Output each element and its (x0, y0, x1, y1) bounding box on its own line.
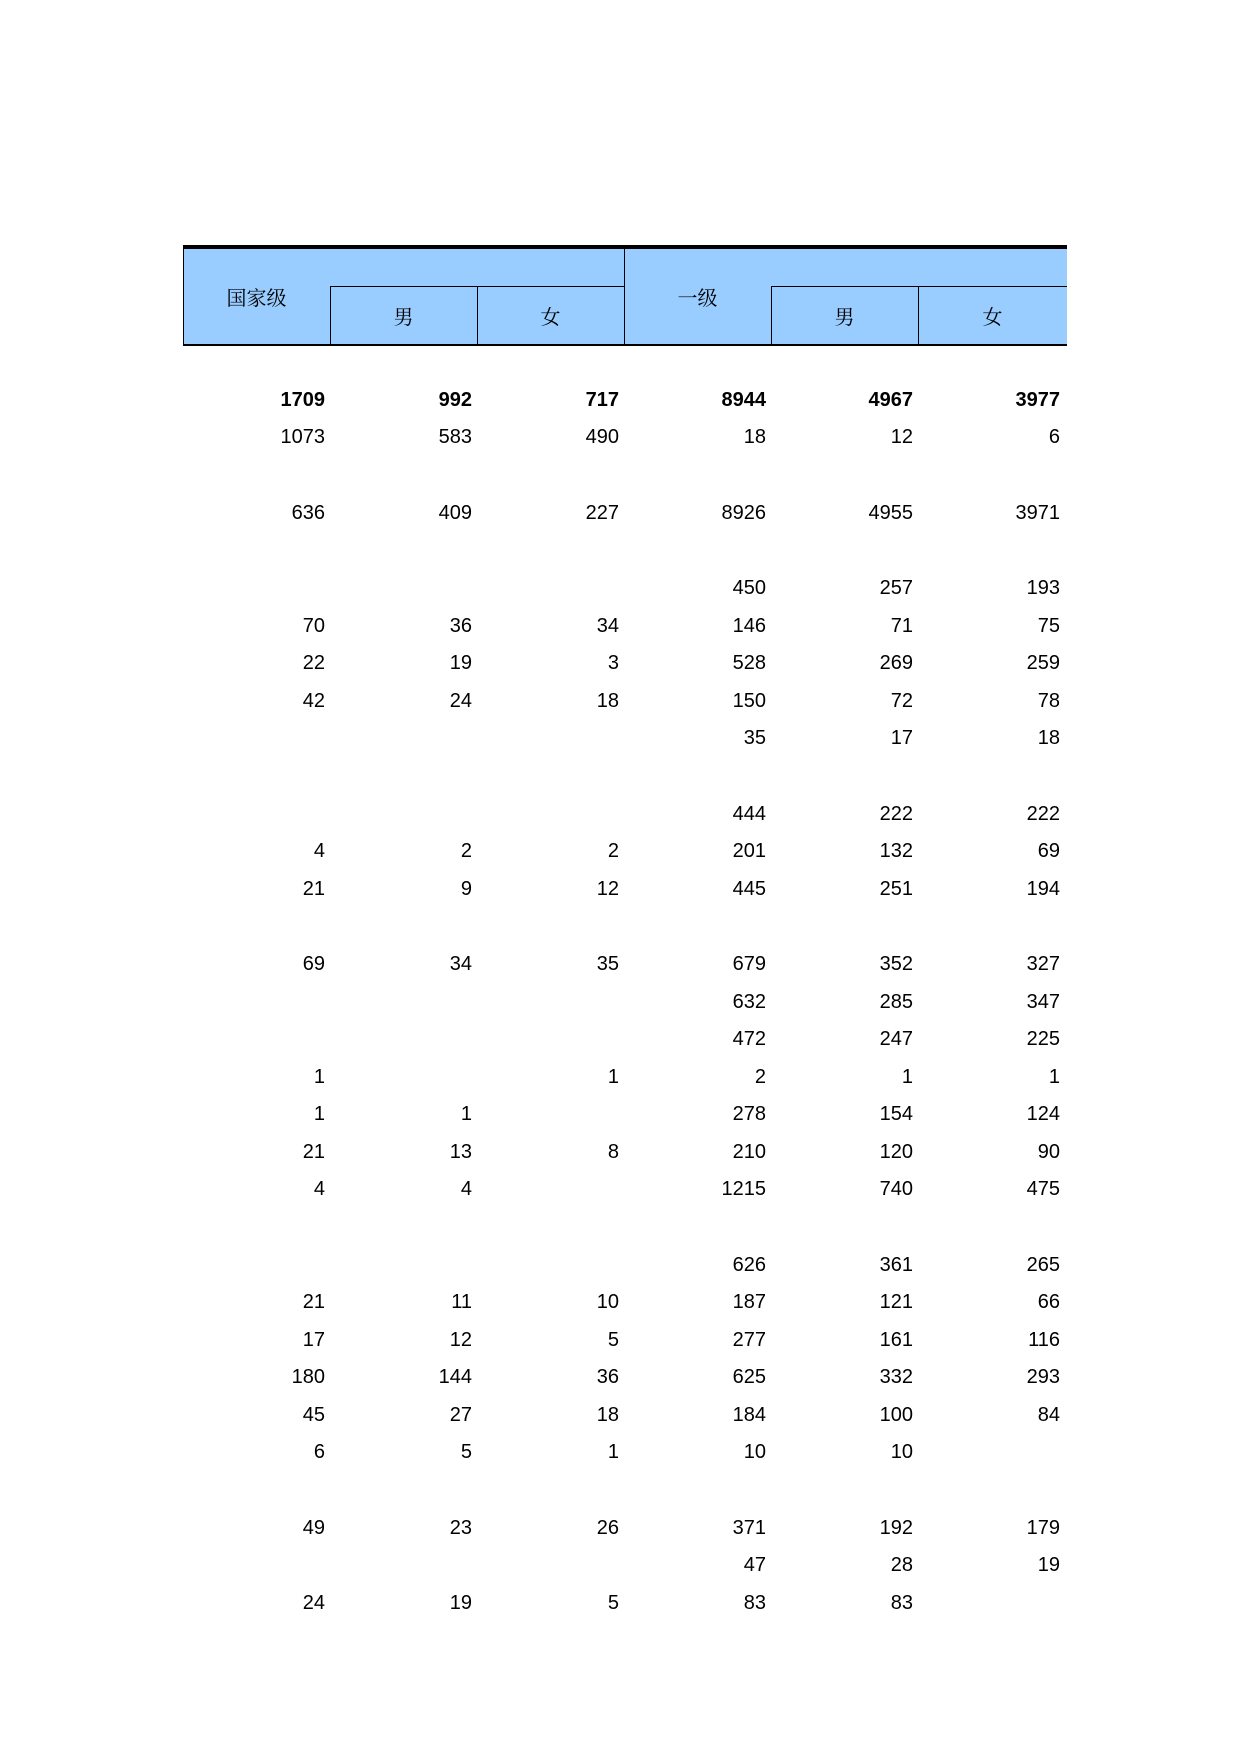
header-national-level: 国家级 (226, 286, 287, 310)
table-cell (185, 720, 325, 757)
header-divider (624, 249, 625, 344)
table-cell: 679 (732, 953, 766, 975)
table-cell: 5 (460, 1441, 472, 1463)
table-cell: 5 (607, 1592, 619, 1614)
table-cell: 121 (879, 1291, 913, 1313)
table-cell: 21 (302, 878, 325, 900)
table-cell: 116 (1028, 1329, 1060, 1351)
table-cell: 740 (879, 1178, 913, 1200)
table-cell (185, 1247, 325, 1284)
table-cell: 18 (1037, 727, 1060, 749)
table-cell: 35 (596, 953, 619, 975)
table-cell (332, 1059, 472, 1096)
header-divider (330, 286, 331, 344)
table-cell: 132 (879, 840, 913, 862)
table-cell: 28 (890, 1554, 913, 1576)
table-cell (479, 720, 619, 757)
table-cell: 45 (302, 1404, 325, 1426)
table-cell: 277 (732, 1329, 766, 1351)
table-cell: 19 (449, 1592, 472, 1614)
table-cell (332, 984, 472, 1021)
table-cell: 146 (732, 615, 766, 637)
table-row (183, 1134, 1067, 1171)
table-cell: 21 (302, 1141, 325, 1163)
table-cell: 24 (449, 690, 472, 712)
table-cell: 9 (460, 878, 472, 900)
table-row (183, 796, 1067, 833)
table-cell (479, 1171, 619, 1208)
table-cell: 69 (302, 953, 325, 975)
table-cell: 636 (291, 502, 325, 524)
table-cell: 6 (313, 1441, 325, 1463)
header-divider (918, 286, 919, 344)
table-cell: 225 (1026, 1028, 1060, 1050)
table-cell: 450 (732, 577, 766, 599)
table-cell: 34 (449, 953, 472, 975)
table-cell: 144 (438, 1366, 472, 1388)
table-cell: 992 (438, 389, 472, 411)
table-cell: 42 (302, 690, 325, 712)
table-cell: 222 (879, 803, 913, 825)
table-cell: 66 (1037, 1291, 1060, 1313)
header-divider (330, 286, 624, 287)
table-cell: 19 (449, 652, 472, 674)
table-cell: 528 (732, 652, 766, 674)
table-cell: 4955 (868, 502, 913, 524)
table-cell: 22 (302, 652, 325, 674)
table-cell: 3977 (1015, 389, 1060, 411)
table-cell: 222 (1026, 803, 1060, 825)
table-cell (332, 1021, 472, 1058)
table-row (183, 1284, 1067, 1321)
table-cell: 18 (596, 1404, 619, 1426)
table-cell: 3 (607, 652, 619, 674)
table-row (183, 495, 1067, 532)
table-row (183, 570, 1067, 607)
table-cell: 11 (451, 1291, 472, 1313)
table-cell: 100 (879, 1404, 913, 1426)
table-cell: 18 (596, 690, 619, 712)
table-cell (332, 570, 472, 607)
table-row (183, 1247, 1067, 1284)
header-first-level-male: 男 (834, 304, 855, 329)
table-cell: 472 (732, 1028, 766, 1050)
table-cell: 210 (732, 1141, 766, 1163)
table-cell (332, 1247, 472, 1284)
table-cell: 632 (732, 991, 766, 1013)
table-row (183, 946, 1067, 983)
table-cell: 17 (302, 1329, 325, 1351)
table-row (183, 984, 1067, 1021)
table-cell (479, 570, 619, 607)
table-cell (479, 1547, 619, 1584)
table-cell: 26 (596, 1517, 619, 1539)
table-cell: 327 (1026, 953, 1060, 975)
table-cell: 285 (879, 991, 913, 1013)
table-cell: 445 (732, 878, 766, 900)
table-cell: 12 (449, 1329, 472, 1351)
table-cell: 10 (890, 1441, 913, 1463)
total-row (183, 382, 1067, 419)
table-header (183, 245, 1067, 346)
table-cell (332, 720, 472, 757)
table-cell: 247 (879, 1028, 913, 1050)
table-cell: 251 (879, 878, 913, 900)
table-cell: 36 (449, 615, 472, 637)
header-divider (477, 286, 478, 344)
table-cell (920, 1434, 1060, 1471)
table-cell: 1 (607, 1441, 619, 1463)
table-cell (185, 570, 325, 607)
table-cell: 78 (1037, 690, 1060, 712)
table-row (183, 1397, 1067, 1434)
table-cell (185, 984, 325, 1021)
table-cell: 69 (1037, 840, 1060, 862)
table-cell: 19 (1037, 1554, 1060, 1576)
table-cell: 24 (302, 1592, 325, 1614)
table-cell: 124 (1026, 1103, 1060, 1125)
table-cell (479, 1096, 619, 1133)
table-cell: 8926 (721, 502, 766, 524)
table-cell: 120 (879, 1141, 913, 1163)
table-cell: 278 (732, 1103, 766, 1125)
table-cell: 265 (1026, 1254, 1060, 1276)
table-cell: 75 (1037, 615, 1060, 637)
table-cell: 2 (460, 840, 472, 862)
table-cell (185, 1547, 325, 1584)
table-cell: 23 (449, 1517, 472, 1539)
table-cell: 17 (890, 727, 913, 749)
table-row (183, 1096, 1067, 1133)
table-cell: 1 (901, 1066, 913, 1088)
table-cell: 10 (743, 1441, 766, 1463)
table-row (183, 1021, 1067, 1058)
header-first-level-female: 女 (982, 304, 1003, 329)
table-cell: 1 (460, 1103, 472, 1125)
table-cell: 352 (879, 953, 913, 975)
table-cell: 1 (313, 1103, 325, 1125)
table-cell: 18 (743, 426, 766, 448)
table-cell: 21 (302, 1291, 325, 1313)
table-cell: 194 (1026, 878, 1060, 900)
table-cell: 583 (438, 426, 472, 448)
table-cell: 3971 (1015, 502, 1060, 524)
table-cell: 371 (732, 1517, 766, 1539)
table-cell: 70 (302, 615, 325, 637)
table-cell: 4 (313, 840, 325, 862)
table-cell (332, 1547, 472, 1584)
header-divider (771, 286, 772, 344)
table-cell: 35 (743, 727, 766, 749)
table-cell: 717 (585, 389, 619, 411)
table-cell: 71 (890, 615, 913, 637)
table-row (183, 608, 1067, 645)
table-row (183, 1059, 1067, 1096)
table-row (183, 683, 1067, 720)
table-cell: 259 (1026, 652, 1060, 674)
table-row (183, 1171, 1067, 1208)
table-cell: 83 (743, 1592, 766, 1614)
table-cell: 150 (732, 690, 766, 712)
table-cell: 47 (743, 1554, 766, 1576)
table-cell: 8944 (721, 389, 766, 411)
header-national-female: 女 (540, 304, 561, 329)
table-row (183, 1547, 1067, 1584)
table-cell: 1215 (721, 1178, 766, 1200)
table-cell: 475 (1026, 1178, 1060, 1200)
table-cell: 72 (890, 690, 913, 712)
table-cell: 409 (438, 502, 472, 524)
table-cell: 4967 (868, 389, 913, 411)
table-cell: 1073 (280, 426, 325, 448)
table-cell: 184 (732, 1404, 766, 1426)
table-cell: 1 (313, 1066, 325, 1088)
table-cell: 193 (1026, 577, 1060, 599)
table-row (183, 645, 1067, 682)
header-divider (771, 286, 1067, 287)
table-cell (332, 796, 472, 833)
table-cell: 49 (302, 1517, 325, 1539)
table-cell: 36 (596, 1366, 619, 1388)
table-cell (479, 1247, 619, 1284)
table-cell: 5 (607, 1329, 619, 1351)
table-cell: 293 (1026, 1366, 1060, 1388)
table-cell: 161 (879, 1329, 913, 1351)
table-row (183, 833, 1067, 870)
table-cell: 4 (313, 1178, 325, 1200)
table-row (183, 1322, 1067, 1359)
table-cell (479, 984, 619, 1021)
table-cell: 626 (732, 1254, 766, 1276)
table-cell: 192 (879, 1517, 913, 1539)
table-cell (185, 796, 325, 833)
table-cell: 2 (754, 1066, 766, 1088)
table-row (183, 1585, 1067, 1622)
table-cell: 10 (596, 1291, 619, 1313)
table-cell: 83 (890, 1592, 913, 1614)
table-cell: 90 (1037, 1141, 1060, 1163)
table-cell (479, 796, 619, 833)
table-cell: 6 (1048, 426, 1060, 448)
table-cell: 4 (460, 1178, 472, 1200)
header-national-male: 男 (393, 304, 414, 329)
header-first-level: 一级 (677, 286, 718, 310)
table-cell (185, 1021, 325, 1058)
table-cell: 625 (732, 1366, 766, 1388)
table-cell: 154 (879, 1103, 913, 1125)
table-cell: 1 (607, 1066, 619, 1088)
table-cell: 257 (879, 577, 913, 599)
table-cell: 13 (449, 1141, 472, 1163)
table-row (183, 1510, 1067, 1547)
table-row (183, 720, 1067, 757)
table-cell: 332 (879, 1366, 913, 1388)
table-cell: 1 (1048, 1066, 1060, 1088)
table-cell: 84 (1037, 1404, 1060, 1426)
header-divider (183, 249, 184, 344)
table-row (183, 419, 1067, 456)
table-cell: 347 (1026, 991, 1060, 1013)
table-cell: 12 (890, 426, 913, 448)
table-cell: 187 (732, 1291, 766, 1313)
table-row (183, 1359, 1067, 1396)
table-cell: 2 (607, 840, 619, 862)
table-cell (920, 1585, 1060, 1622)
table-cell: 269 (879, 652, 913, 674)
table-cell: 490 (585, 426, 619, 448)
table-cell: 444 (732, 803, 766, 825)
table-cell: 34 (596, 615, 619, 637)
table-cell (479, 1021, 619, 1058)
table-row (183, 1434, 1067, 1471)
table-cell: 227 (585, 502, 619, 524)
table-cell: 180 (291, 1366, 325, 1388)
table-cell: 8 (607, 1141, 619, 1163)
table-cell: 27 (449, 1404, 472, 1426)
table-row (183, 871, 1067, 908)
table-cell: 1709 (280, 389, 325, 411)
table-cell: 179 (1026, 1517, 1060, 1539)
table-cell: 12 (596, 878, 619, 900)
table-cell: 361 (879, 1254, 913, 1276)
table-cell: 201 (732, 840, 766, 862)
